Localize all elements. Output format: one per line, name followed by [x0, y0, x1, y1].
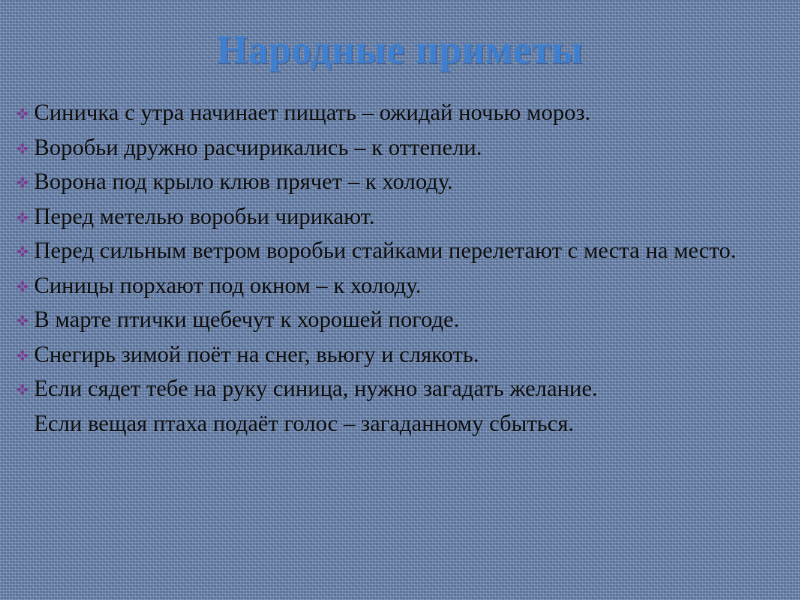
list-item-text: Снегирь зимой поёт на снег, вьюгу и слякоть. [34, 341, 480, 367]
list-item-text: Синичка с утра начинает пищать – ожидай ночью мороз. [34, 100, 591, 125]
four-petal-diamond-icon [16, 176, 29, 189]
four-petal-diamond-icon [16, 383, 29, 396]
list-item [16, 372, 786, 407]
omens-list [16, 96, 786, 441]
four-petal-diamond-icon [16, 314, 29, 327]
four-petal-diamond-icon [16, 280, 29, 293]
list-item-text: Перед метелью воробьи чирикают. [34, 203, 375, 229]
four-petal-diamond-icon [16, 245, 29, 258]
four-petal-diamond-icon [16, 142, 29, 155]
list-item-text: Ворона под крыло клюв прячет – к холоду. [34, 169, 453, 194]
four-petal-diamond-icon [16, 107, 29, 120]
list-continuation: Если вещая птаха подаёт голос – загаданному сбыться. [34, 410, 574, 436]
list-item [16, 234, 786, 269]
four-petal-diamond-icon [16, 349, 29, 362]
list-item [16, 269, 786, 304]
list-item [16, 96, 786, 131]
list-item [16, 200, 786, 235]
four-petal-diamond-icon [16, 211, 29, 224]
list-item-text: Перед сильным ветром воробьи стайками перелетают с места на место. [34, 238, 737, 263]
list-item-text: Синицы порхают под окном – к холоду. [34, 272, 422, 298]
list-item [16, 165, 786, 200]
list-item [16, 303, 786, 338]
list-item-text: В марте птички щебечут к хорошей погоде. [34, 307, 460, 332]
list-item [16, 338, 786, 373]
list-item-text: Если сядет тебе на руку синица, нужно загадать желание. [34, 376, 598, 401]
list-item [16, 131, 786, 166]
list-item-text: Воробьи дружно расчирикались – к оттепели. [34, 134, 482, 160]
slide-title: Народные приметы [216, 27, 584, 72]
